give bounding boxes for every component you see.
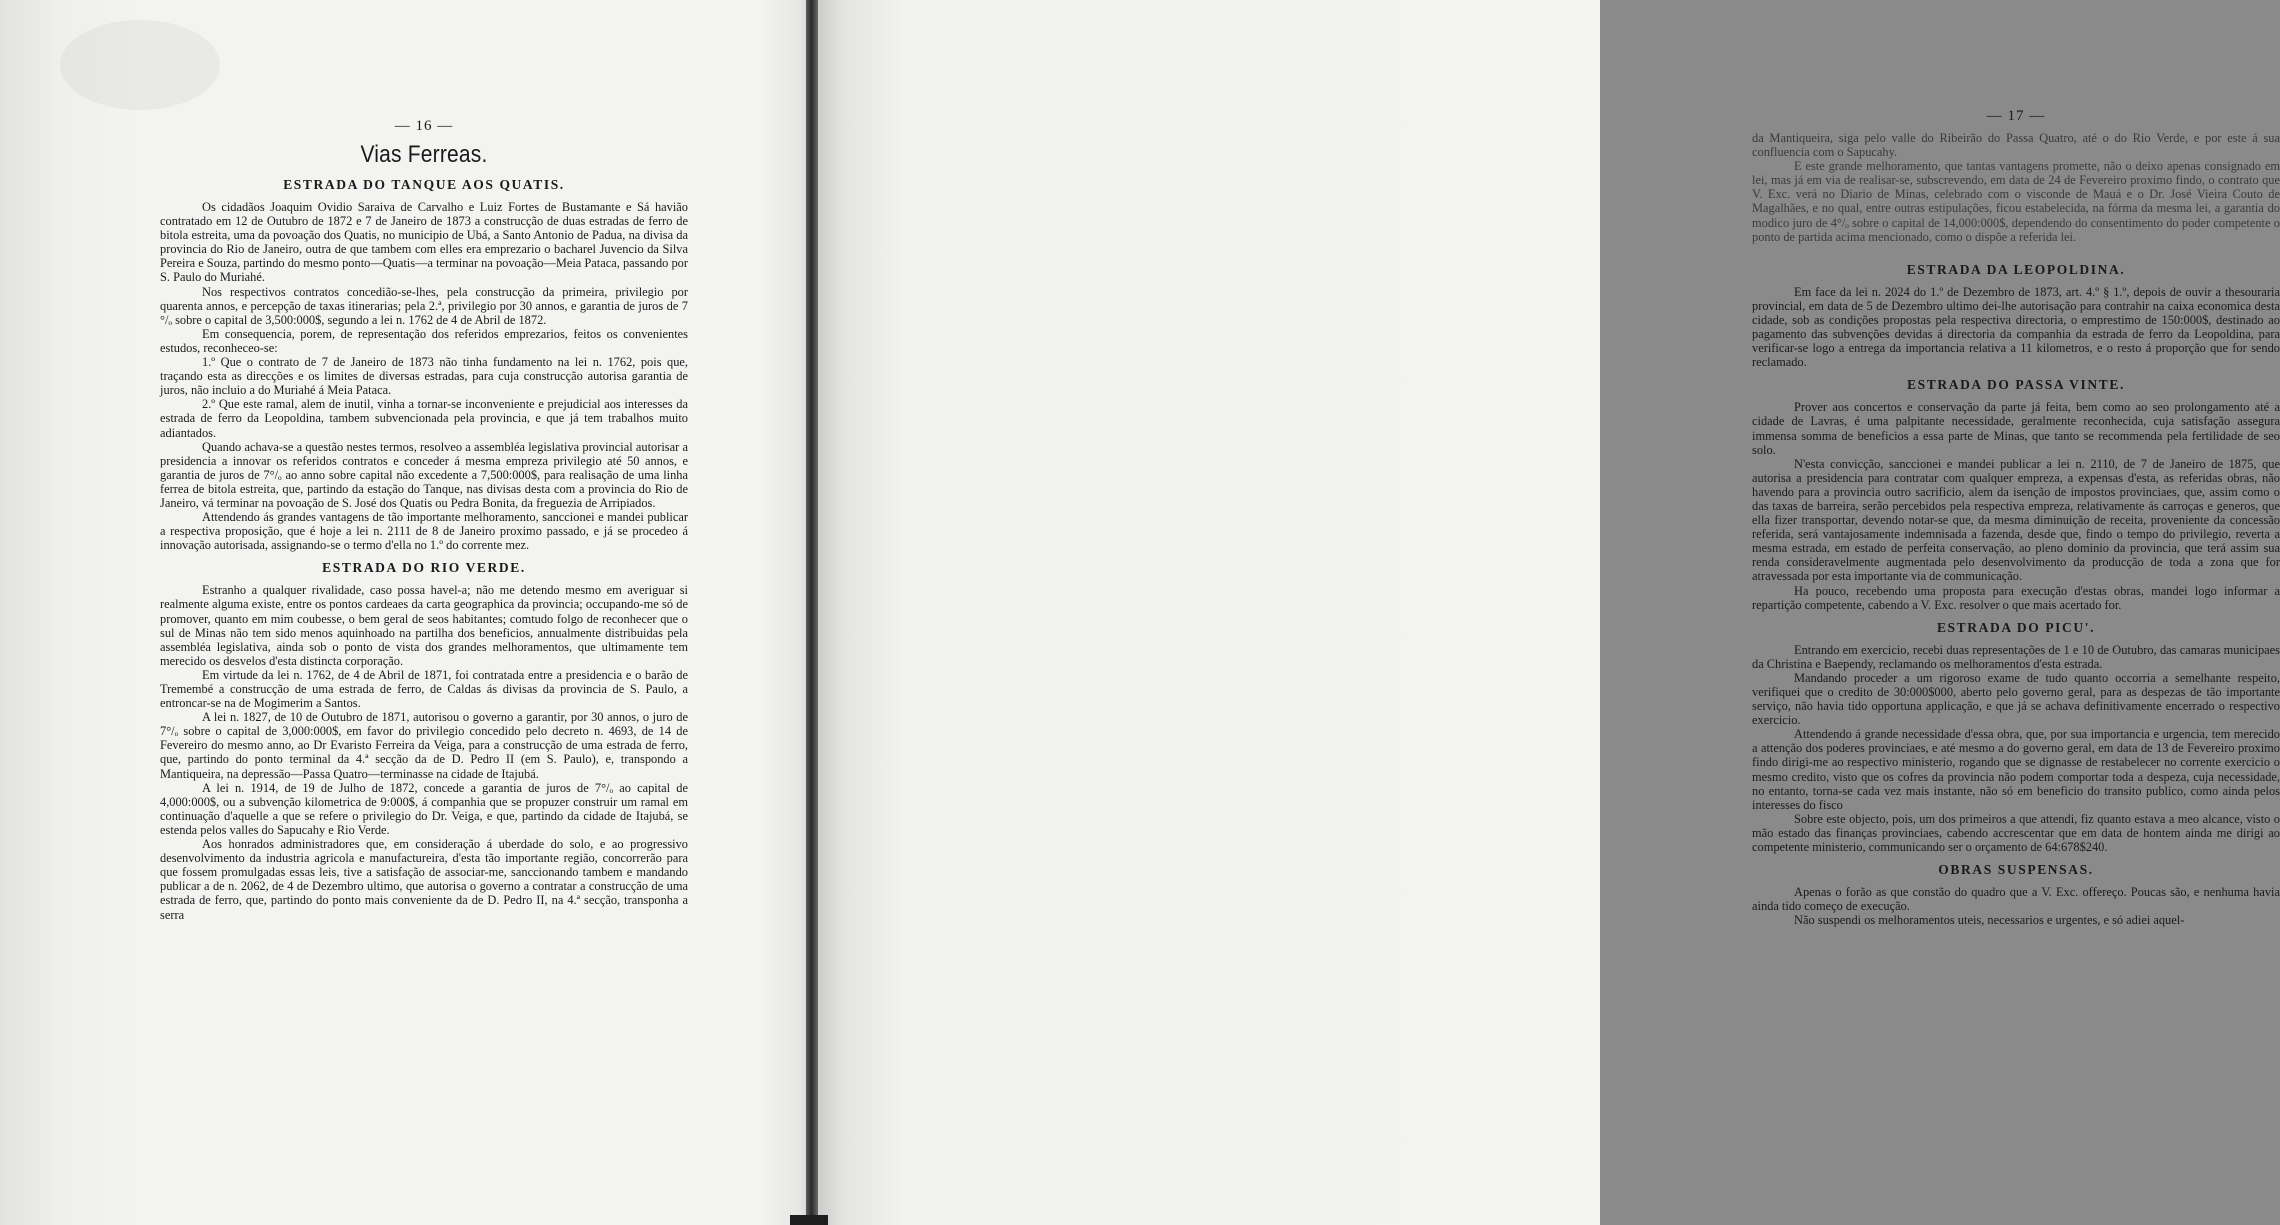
section-heading: OBRAS SUSPENSAS. xyxy=(1938,862,2094,878)
section-heading: ESTRADA DO PICU'. xyxy=(1936,619,2096,635)
paragraph: Attendendo á grande necessidade d'essa obra, que, por sua importancia e urgencia, tem merecido a attenção dos poderes provinciaes, e até mesmo a do governo geral, em data de 13 de Fevereiro proximo findo dirigi-me ao respectivo ministerio, rogando que se dignasse de restabelecer no corrente exercicio o mesmo credito, visto que os cofres da provincia não podem comportar toda a despeza, cuja necessidade, no entanto, torna-se cada vez mais instante, não só em beneficio do transito publico, como ainda pelos interesses do fisco xyxy=(1752,727,2280,812)
book-gutter xyxy=(806,0,818,1225)
section-obras-suspensas xyxy=(1752,862,2280,927)
section-rio-verde xyxy=(160,560,688,921)
paragraph: Apenas o forão as que constão do quadro que a V. Exc. offereço. Poucas são, e nenhuma havia ainda tido começo de execução. xyxy=(1752,885,2280,914)
paper-stain xyxy=(60,20,220,110)
section-heading: ESTRADA DO TANQUE AOS QUATIS. xyxy=(283,177,565,192)
section-heading: ESTRADA DA LEOPOLDINA. xyxy=(1906,261,2126,277)
paragraph: Prover aos concertos e conservação da parte já feita, bem como ao seo prolongamento até a cidade de Lavras, é uma palpitante necessidade, geralmente reconhecida, cuja satisfação assegura immensa somma de beneficios a essa parte de Minas, que tanto se recommenda pela fertilidade de seo solo. xyxy=(1752,400,2280,457)
paragraph: N'esta convicção, sanccionei e mandei publicar a lei n. 2110, de 7 de Janeiro de 1875, que autorisa a presidencia para contratar com qualquer empreza, a expensas d'esta, as referidas obras, não havendo para a provincia outro sacrificio, alem da isenção de impostos provinciaes, que, assim como o das taxas de barreira, serão percebidos pela respectiva empreza, relativamente ás carroças e generos, que ella fizer transportar, devendo notar-se que, da mesma diminuição de receita, proveniente da concessão referida, será vantajosamente indemnisada a fazenda, desde que, findo o tempo do privilegio, reverta a mesma estrada, em estado de perfeita conservação, ao pleno dominio da provincia, que terá assim sua renda consideravelmente augmentada pelo desenvolvimento da producção de toda a zona que for atravessada por esta importante via de communicação. xyxy=(1752,456,2280,584)
paragraph: 2.º Que este ramal, alem de inutil, vinha a tornar-se inconveniente e prejudicial aos interesses da estrada de ferro da Leopoldina, tambem subvencionada pela provincia, e que já tem trabalhos muito adiantados. xyxy=(160,397,688,440)
paragraph: A lei n. 1827, de 10 de Outubro de 1871, autorisou o governo a garantir, por 30 annos, o juro de 7°/ₒ sobre o capital de 3,000:000$, em favor do privilegio concedido pelo decreto n. 4693, de 14 de Fevereiro do mesmo anno, ao Dr Evaristo Ferreira da Veiga, para a construcção de uma estrada de ferro, que, partindo do ponto terminal da 4.ª secção da de D. Pedro II (em S. Paulo), e, transpondo a Mantiqueira, na depressão—Passa Quatro—terminasse na cidade de Itajubá. xyxy=(160,710,688,781)
right-page-text xyxy=(1752,108,2280,927)
left-page xyxy=(0,0,810,1225)
section-heading: ESTRADA DO PASSA VINTE. xyxy=(1907,377,2125,393)
paragraph: Quando achava-se a questão nestes termos, resolveo a assembléa legislativa provincial autorisar a presidencia a innovar os referidos contratos e conceder á mesma empreza privilegio até 50 annos, e garantia de juros de 7°/ₒ ao anno sobre capital não excedente a 7,500:000$, para realisação de uma linha ferrea de bitola estreita, que, partindo da estação do Tanque, nas divisas desta com a provincia do Rio de Janeiro, vá terminar na povoação de S. José dos Quatis ou Pedra Bonita, da freguezia de Arripiados. xyxy=(160,439,688,510)
paragraph: Attendendo ás grandes vantagens de tão importante melhoramento, sanccionei e mandei publicar a respectiva proposição, que é hoje a lei n. 2111 de 8 de Janeiro proximo passado, e já se procedeo á innovação autorisada, assignando-se o termo d'ella no 1.º do corrente mez. xyxy=(160,510,688,553)
paragraph: Aos honrados administradores que, em consideração á uberdade do solo, e ao progressivo desenvolvimento da industria agricola e manufactureira, d'esta tão importante região, concorrerão para que fossem promulgadas essas leis, tive a satisfação de associar-me, sanccionando tambem e mandando publicar a de n. 2062, de 4 de Dezembro ultimo, que autorisa o governo a contratar a construcção de uma estrada de ferro, que, partindo do ponto mais conveniente da de D. Pedro II, na 4.ª secção, transponha a serra xyxy=(160,837,688,922)
paragraph: Nos respectivos contratos concedião-se-lhes, pela construcção da primeira, privilegio por quarenta annos, e percepção de taxas itinerarias; pela 2.ª, privilegio por 30 annos, e garantia de juros de 7 °/ₒ sobre o capital de 3,500:000$, segundo a lei n. 1762 de 4 de Abril de 1872. xyxy=(160,284,688,327)
page-number: — 17 — xyxy=(1986,108,2046,124)
paragraph: A lei n. 1914, de 19 de Julho de 1872, concede a garantia de juros de 7°/ₒ ao capital de 4,000:000$, ou a subvenção kilometrica de 9:000$, á companhia que se propuzer construir um ramal em continuação d'aquelle a que se refere o privilegio do Dr. Veiga, e que, partindo da cidade de Itajubá, se estenda pelos valles do Sapucahy e Rio Verde. xyxy=(160,780,688,837)
section-passa-vinte xyxy=(1752,377,2280,611)
paragraph: Estranho a qualquer rivalidade, caso possa havel-a; não me detendo mesmo em averiguar si realmente alguma existe, entre os pontos cardeaes da carta geographica da provincia; occupando-me só de promover, quanto em mim coubesse, o bem geral de seos habitantes; comtudo folgo de reconhecer que o sul de Minas não tem sido menos aquinhoado na partilha dos beneficios, annualmente distribuidas pela assembléa legislativa, ainda sob o ponto de vista dos grandes melhoramentos, que ultimamente tem merecido os desvelos d'esta distincta corporação. xyxy=(160,583,688,668)
paragraph: Em consequencia, porem, de representação dos referidos emprezarios, feitos os convenientes estudos, reconheceo-se: xyxy=(160,326,688,355)
left-page-text xyxy=(160,118,688,922)
paragraph: Ha pouco, recebendo uma proposta para execução d'estas obras, mandei logo informar a repartição competente, cabendo a V. Exc. resolver o que mais acertado for. xyxy=(1752,583,2280,612)
chapter-title: Vias Ferreas. xyxy=(360,141,488,168)
right-page xyxy=(814,0,2280,1225)
section-leopoldina xyxy=(1752,262,2280,370)
paragraph: Os cidadãos Joaquim Ovidio Saraiva de Carvalho e Luiz Fortes de Bustamante e Sá havião contratado em 12 de Outubro de 1872 e 7 de Janeiro de 1873 a construcção de duas estradas de ferro de bitola estreita, uma da povoação dos Quatis, no municipio de Ubá, a Santo Antonio de Padua, na divisa da provincia do Rio de Janeiro, outra de que tambem com elles era emprezario o bacharel Juvencio da Silva Pereira e Souza, partindo do mesmo ponto—Quatis—a terminar na povoação—Meia Pataca, passando por S. Paulo do Muriahé. xyxy=(160,200,688,285)
paragraph: Em virtude da lei n. 1762, de 4 de Abril de 1871, foi contratada entre a presidencia e o barão de Tremembé a construcção de uma estrada de ferro, de Caldas ás divisas da provincia de S. Paulo, a entroncar-se na de Mogimerim a Santos. xyxy=(160,667,688,711)
section-heading: ESTRADA DO RIO VERDE. xyxy=(322,560,526,576)
paragraph: 1.º Que o contrato de 7 de Janeiro de 1873 não tinha fundamento na lei n. 1762, pois que, traçando esta as direcções e os limites de diversas estradas, para cuja construcção autorisa garantia de juros, não incluio a do Muriahé á Meia Pataca. xyxy=(160,355,688,398)
paragraph: Entrando em exercicio, recebi duas representações de 1 e 10 de Outubro, das camaras municipaes da Christina e Baependy, reclamando os melhoramentos d'esta estrada. xyxy=(1752,642,2280,671)
binding-tab xyxy=(790,1215,828,1225)
paragraph: Sobre este objecto, pois, um dos primeiros a que attendi, fiz quanto estava a meo alcance, visto o mão estado das finanças provinciaes, cabendo accrescentar que em data de hontem ainda me dirigi ao competente ministerio, communicando ser o orçamento de 64:678$240. xyxy=(1752,811,2280,855)
section-tanque-quatis xyxy=(160,177,688,552)
paragraph: da Mantiqueira, siga pelo valle do Ribeirão do Passa Quatro, até o do Rio Verde, e por este á sua confluencia com o Sapucahy. xyxy=(1752,131,2280,160)
paragraph: E este grande melhoramento, que tantas vantagens promette, não o deixo apenas consignado em lei, mas já em via de realisar-se, subscrevendo, em data de 24 de Fevereiro proximo findo, o contrato que V. Exc. verá no Diario de Minas, celebrado com o visconde de Mauá e o Dr. José Vieira Couto de Magalhães, e no qual, entre outras estipulações, ficou estabelecida, na fórma da mesma lei, a garantia do modico juro de 4°/ₒ sobre o capital de 14,000:000$, dependendo do consentimento do poder competente o ponto de partida acima mencionado, como o dispõe a referida lei. xyxy=(1752,159,2280,244)
paragraph: Mandando proceder a um rigoroso exame de tudo quanto occorria a semelhante respeito, verifiquei que o credito de 30:000$000, aberto pelo governo geral, para as despezas de tão importante serviço, não havia tido opportuna applicação, e que já se achava definitivamente encerrado o respectivo exercicio. xyxy=(1752,670,2280,728)
page-number: — 16 — xyxy=(394,118,454,134)
section-picu xyxy=(1752,620,2280,854)
paragraph: Em face da lei n. 2024 do 1.º de Dezembro de 1873, art. 4.º § 1.º, depois de ouvir a thesouraria provincial, em data de 5 de Dezembro ultimo dei-lhe autorisação para contrahir na caixa economica desta cidade, sob as condições propostas pela respectiva directoria, o emprestimo de 150:000$, destinado ao pagamento das subvenções devidas á directoria da companhia da estrada de ferro da Leopoldina, para verificar-se logo a entrega da importancia relativa a 11 kilometros, e o resto á proporção que for sendo reclamado. xyxy=(1752,284,2280,370)
paragraph: Não suspendi os melhoramentos uteis, necessarios e urgentes, e só adiei aquel- xyxy=(1794,913,2185,928)
